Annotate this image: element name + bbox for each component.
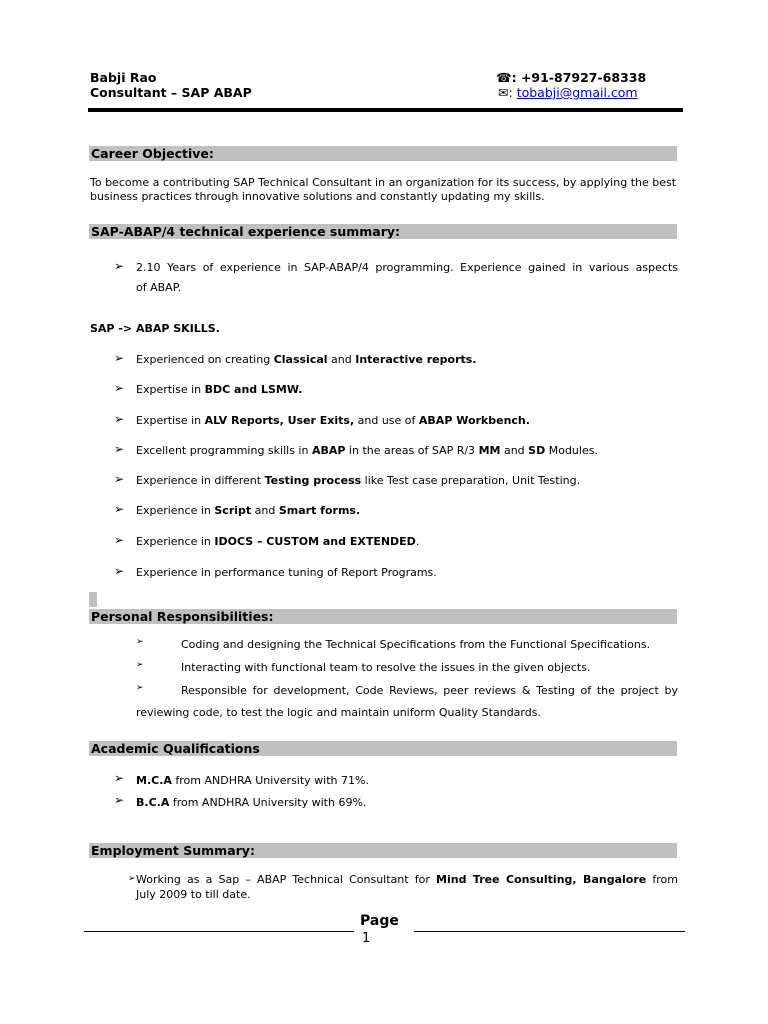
bullet-arrow-icon: ➢ xyxy=(114,412,125,426)
bullet-arrow-icon: ➢ xyxy=(136,683,144,693)
bullet-arrow-icon: ➢ xyxy=(114,259,125,273)
phone-icon: ☎ xyxy=(496,70,512,85)
section-title: Personal Responsibilities: xyxy=(91,609,274,624)
skill-item: Experience in IDOCS – CUSTOM and EXTENDED. xyxy=(136,535,420,548)
phone-number: +91-87927-68338 xyxy=(520,70,647,85)
bullet-arrow-icon: ➢ xyxy=(114,564,125,578)
section-title: SAP-ABAP/4 technical experience summary: xyxy=(91,224,401,239)
employment-line-1: Working as a Sap – ABAP Technical Consultant for Mind Tree Consulting, Bangalore from xyxy=(136,873,678,886)
section-responsibilities xyxy=(89,609,677,624)
phone-line: ☎: +91-87927-68338 xyxy=(496,70,647,85)
candidate-name: Babji Rao xyxy=(90,70,157,85)
bullet-arrow-icon: ➢ xyxy=(136,637,144,647)
bullet-arrow-icon: ➢ xyxy=(114,502,125,516)
bullet-arrow-icon: ➢ xyxy=(114,472,125,486)
bullet-arrow-icon: ➢ xyxy=(114,533,125,547)
footer-divider-left xyxy=(84,931,354,932)
skill-item: Excellent programming skills in ABAP in the areas of SAP R/3 MM and SD Modules. xyxy=(136,444,598,457)
bullet-arrow-icon: ➢ xyxy=(114,381,125,395)
bullet-arrow-icon: ➢ xyxy=(114,793,125,807)
section-employment xyxy=(89,843,677,858)
section-title: Employment Summary: xyxy=(91,843,255,858)
career-objective-text: To become a contributing SAP Technical Consultant in an organization for its success, by applying the best business practices through innovative solutions and constantly updating my skills. xyxy=(90,176,677,203)
responsibility-item: Responsible for development, Code Reviews, peer reviews & Testing of the project by xyxy=(181,684,678,697)
footer-divider-right xyxy=(414,931,685,932)
skill-item: Experience in Script and Smart forms. xyxy=(136,504,361,517)
skill-item: Experience in different Testing process like Test case preparation, Unit Testing. xyxy=(136,474,581,487)
responsibility-item: Interacting with functional team to resolve the issues in the given objects. xyxy=(181,661,591,674)
skill-item: Experience in performance tuning of Report Programs. xyxy=(136,566,437,579)
responsibility-item-continued: reviewing code, to test the logic and maintain uniform Quality Standards. xyxy=(136,706,541,719)
skill-item: Expertise in BDC and LSMW. xyxy=(136,383,303,396)
academic-item: B.C.A from ANDHRA University with 69%. xyxy=(136,796,367,809)
summary-line-1: 2.10 Years of experience in SAP-ABAP/4 programming. Experience gained in various aspects xyxy=(136,261,678,274)
skill-item: Expertise in ALV Reports, User Exits, and use of ABAP Workbench. xyxy=(136,414,530,427)
envelope-icon: ✉ xyxy=(498,85,509,100)
section-experience-summary xyxy=(89,224,677,239)
section-title: Academic Qualifications xyxy=(91,741,260,756)
responsibility-item: Coding and designing the Technical Specifications from the Functional Specifications. xyxy=(181,638,651,651)
academic-item: M.C.A from ANDHRA University with 71%. xyxy=(136,774,369,787)
section-academic xyxy=(89,741,677,756)
section-career-objective xyxy=(89,146,677,161)
skill-item: Experienced on creating Classical and Interactive reports. xyxy=(136,353,477,366)
page-number: 1 xyxy=(362,931,371,946)
section-title: Career Objective: xyxy=(91,146,214,161)
email-line: ✉: tobabji@gmail.com xyxy=(498,85,638,100)
bullet-arrow-icon: ➢ xyxy=(114,351,125,365)
skills-heading: SAP -> ABAP SKILLS. xyxy=(90,322,220,335)
summary-line-2: of ABAP. xyxy=(136,281,182,294)
section-marker xyxy=(89,592,97,607)
candidate-role: Consultant – SAP ABAP xyxy=(90,85,252,100)
bullet-arrow-icon: ➢ xyxy=(114,442,125,456)
bullet-arrow-icon: ➢ xyxy=(114,771,125,785)
bullet-arrow-icon: ➢ xyxy=(136,660,144,670)
employment-line-2: July 2009 to till date. xyxy=(136,888,251,901)
header-divider xyxy=(88,108,683,112)
bullet-arrow-icon: ➢ xyxy=(128,874,136,884)
page-label: Page xyxy=(360,913,399,929)
email-link[interactable]: tobabji@gmail.com xyxy=(516,85,638,100)
